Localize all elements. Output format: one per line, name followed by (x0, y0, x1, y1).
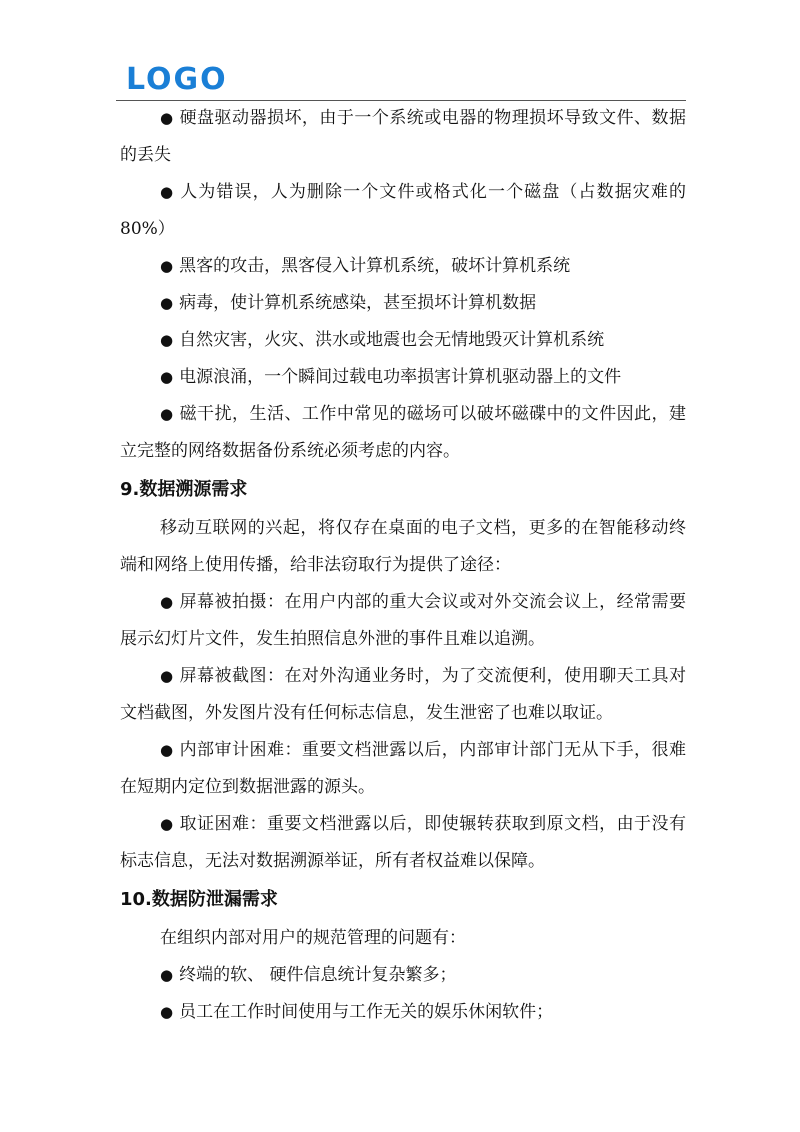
bullet-icon: ● (160, 109, 174, 127)
list-item: ● 屏幕被拍摄：在用户内部的重大会议或对外交流会议上，经常需要展示幻灯片文件，发生拍照信息外泄的事件且难以追溯。 (120, 592, 687, 649)
bullet-icon: ● (160, 966, 174, 984)
bullet-icon: ● (160, 368, 174, 386)
list-item: ● 病毒，使计算机系统感染，甚至损坏计算机数据 (160, 293, 537, 313)
list-item: ● 取证困难：重要文档泄露以后，即使辗转获取到原文档，由于没有标志信息，无法对数据溯源举证，所有者权益难以保障。 (120, 814, 687, 871)
section-intro: 移动互联网的兴起，将仅存在桌面的电子文档，更多的在智能移动终端和网络上使用传播，给非法窃取行为提供了途径： (120, 518, 686, 575)
bullet-icon: ● (160, 741, 174, 759)
document-body (120, 100, 686, 1031)
list-item: ● 屏幕被截图：在对外沟通业务时，为了交流便利，使用聊天工具对文档截图，外发图片没有任何标志信息，发生泄密了也难以取证。 (120, 666, 687, 723)
section-heading: 10.数据防泄漏需求 (120, 889, 278, 910)
list-item: ● 内部审计困难：重要文档泄露以后，内部审计部门无从下手，很难在短期内定位到数据泄露的源头。 (120, 740, 687, 797)
bullet-icon: ● (160, 1003, 174, 1021)
list-item: ● 黑客的攻击，黑客侵入计算机系统，破坏计算机系统 (160, 256, 571, 276)
list-item: ● 磁干扰，生活、工作中常见的磁场可以破坏磁碟中的文件因此，建立完整的网络数据备份系统必须考虑的内容。 (120, 404, 687, 461)
bullet-icon: ● (160, 257, 174, 275)
bullet-icon: ● (160, 593, 174, 611)
bullet-icon: ● (160, 331, 174, 349)
list-item: ● 硬盘驱动器损坏，由于一个系统或电器的物理损坏导致文件、数据的丢失 (120, 108, 687, 165)
list-item: ● 电源浪涌，一个瞬间过载电功率损害计算机驱动器上的文件 (160, 367, 622, 387)
section-heading: 9.数据溯源需求 (120, 479, 248, 500)
bullet-icon: ● (160, 294, 174, 312)
bullet-icon: ● (160, 815, 174, 833)
bullet-icon: ● (160, 405, 174, 423)
list-item: ● 员工在工作时间使用与工作无关的娱乐休闲软件； (160, 1002, 554, 1022)
bullet-icon: ● (160, 667, 174, 685)
logo: LOGO (126, 62, 228, 97)
list-item: ● 终端的软、 硬件信息统计复杂繁多； (160, 965, 457, 985)
list-item: ● 人为错误，人为删除一个文件或格式化一个磁盘（占数据灾难的 80%） (120, 182, 687, 239)
bullet-icon: ● (160, 183, 175, 201)
list-item: ● 自然灾害，火灾、洪水或地震也会无情地毁灭计算机系统 (160, 330, 605, 350)
section-intro: 在组织内部对用户的规范管理的问题有： (160, 928, 466, 948)
